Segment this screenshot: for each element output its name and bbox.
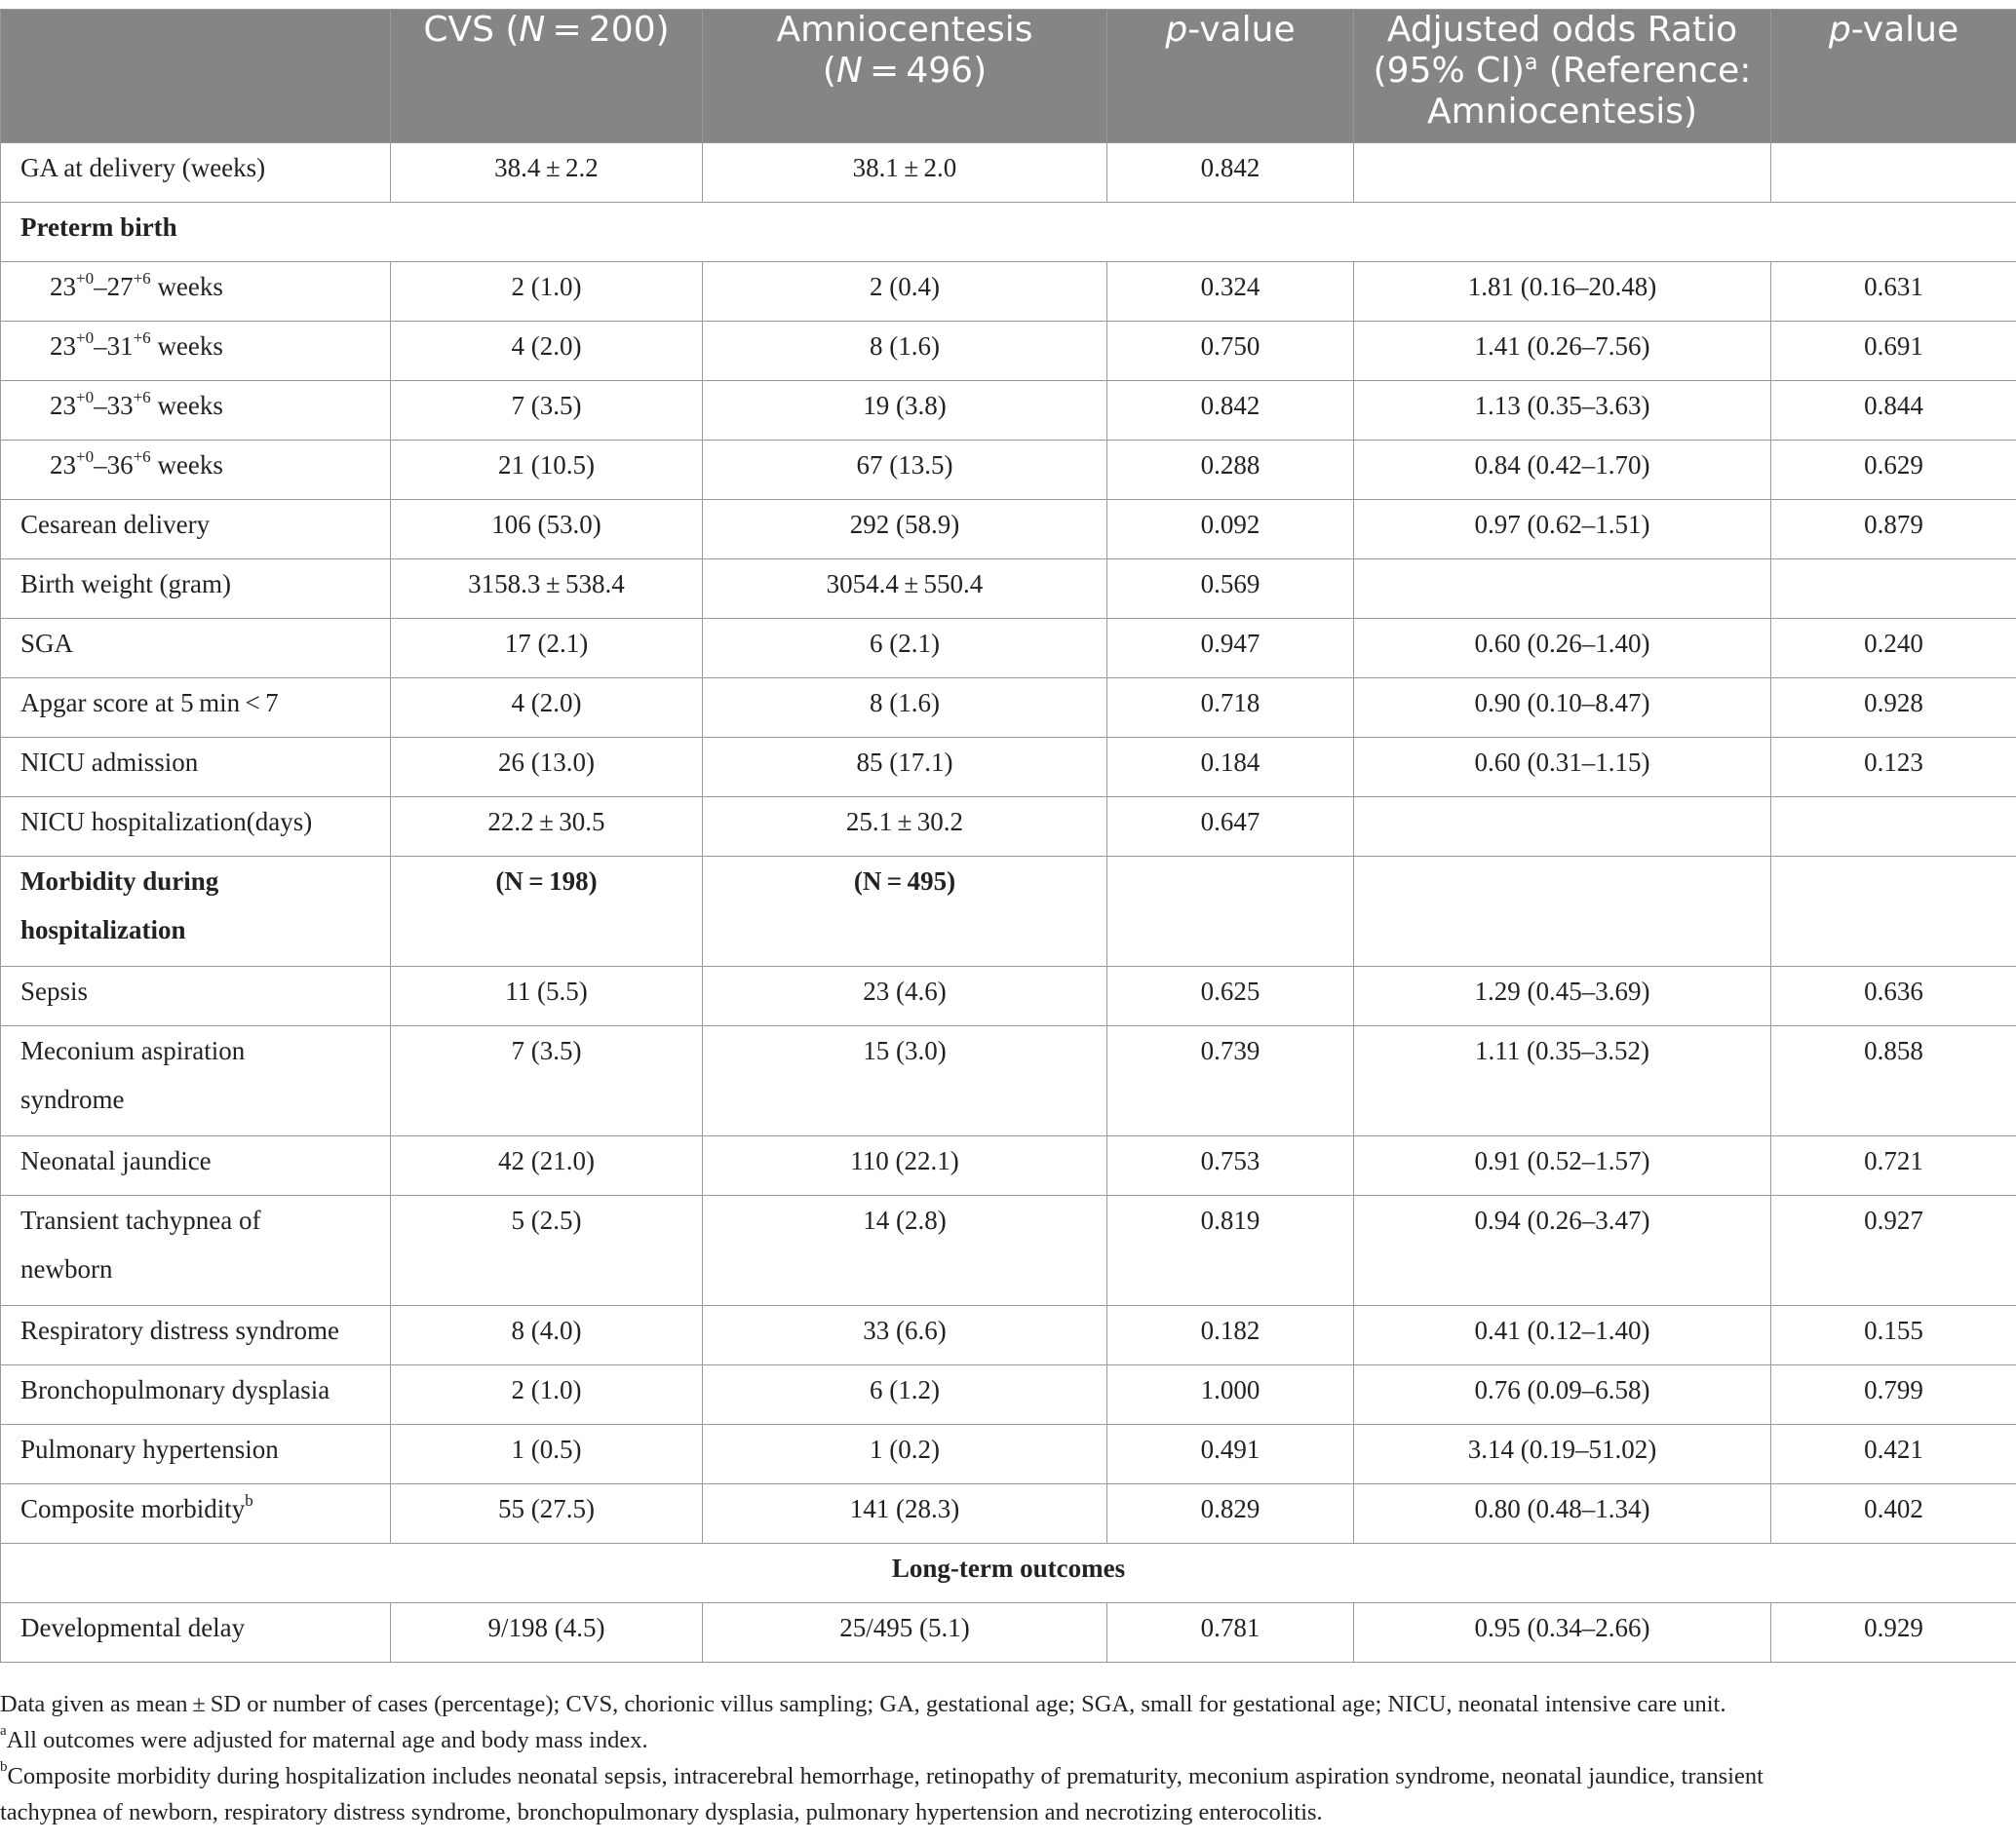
- cell-p-adjusted: 0.927: [1771, 1196, 2016, 1306]
- cell-p-adjusted: 0.240: [1771, 619, 2016, 678]
- cell-amnio: 25/495 (5.1): [703, 1603, 1107, 1663]
- table-footnotes: [0, 1686, 2008, 1830]
- cell-p-adjusted: 0.636: [1771, 967, 2016, 1026]
- section-row: [1, 203, 2016, 262]
- header-cvs: CVS (N = 200): [391, 10, 703, 143]
- row-label: Respiratory distress syndrome: [1, 1306, 391, 1365]
- cell-p: 0.324: [1107, 262, 1354, 322]
- cell-p-adjusted: 0.844: [1771, 381, 2016, 441]
- section-label-morbidity: Morbidity during hospitalization: [1, 857, 391, 967]
- cell-p-adjusted: [1771, 559, 2016, 619]
- cell-p: 0.739: [1107, 1026, 1354, 1136]
- table-row: [1, 1026, 2016, 1136]
- row-label: Sepsis: [1, 967, 391, 1026]
- cell-p: 0.182: [1107, 1306, 1354, 1365]
- table-row: [1, 1196, 2016, 1306]
- cell-aor: 0.90 (0.10–8.47): [1354, 678, 1771, 738]
- cell-amnio: 25.1 ± 30.2: [703, 797, 1107, 857]
- cell-aor: 1.81 (0.16–20.48): [1354, 262, 1771, 322]
- table-row: [1, 1365, 2016, 1425]
- cell-amnio: 6 (2.1): [703, 619, 1107, 678]
- table-row: [1, 559, 2016, 619]
- cell-aor: 1.29 (0.45–3.69): [1354, 967, 1771, 1026]
- cell-aor: 0.91 (0.52–1.57): [1354, 1136, 1771, 1196]
- cell-cvs: 17 (2.1): [391, 619, 703, 678]
- cell-p: 0.819: [1107, 1196, 1354, 1306]
- cell-cvs: 26 (13.0): [391, 738, 703, 797]
- cell-aor: 1.13 (0.35–3.63): [1354, 381, 1771, 441]
- cell-aor: 0.94 (0.26–3.47): [1354, 1196, 1771, 1306]
- table-row: [1, 967, 2016, 1026]
- cell-cvs: 22.2 ± 30.5: [391, 797, 703, 857]
- cell-amnio: 8 (1.6): [703, 322, 1107, 381]
- cell-cvs-n: (N = 198): [391, 857, 703, 967]
- cell-p: [1107, 857, 1354, 967]
- row-label: $23^{+0}-27^{+6}$ weeks: [1, 262, 391, 322]
- cell-p: 0.092: [1107, 500, 1354, 559]
- cell-p-adjusted: 0.123: [1771, 738, 2016, 797]
- cell-p: 0.288: [1107, 441, 1354, 500]
- table-row: [1, 1425, 2016, 1484]
- table-row: [1, 797, 2016, 857]
- row-label: Apgar score at 5 min < 7: [1, 678, 391, 738]
- cell-p-adjusted: 0.799: [1771, 1365, 2016, 1425]
- cell-p: 1.000: [1107, 1365, 1354, 1425]
- footnote-b: $^b$Composite morbidity during hospitalization includes neonatal sepsis, intracerebral hemorrhage, retinopathy of prematurity, meconium aspiration syndrome, neonatal jaundice, transient tachypnea of newborn, respiratory distress syndrome, bronchopulmonary dysplasia, pulmonary hypertension and necrotizing enterocolitis.: [0, 1758, 1764, 1825]
- cell-cvs: 55 (27.5): [391, 1484, 703, 1544]
- section-label-long-term: Long-term outcomes: [1, 1544, 2016, 1603]
- cell-p: 0.947: [1107, 619, 1354, 678]
- table-row: [1, 738, 2016, 797]
- cell-p-adjusted: [1771, 143, 2016, 203]
- cell-p-adjusted: 0.631: [1771, 262, 2016, 322]
- cell-aor: 0.95 (0.34–2.66): [1354, 1603, 1771, 1663]
- cell-cvs: 21 (10.5): [391, 441, 703, 500]
- cell-amnio: 23 (4.6): [703, 967, 1107, 1026]
- table-row: [1, 1484, 2016, 1544]
- row-label: Cesarean delivery: [1, 500, 391, 559]
- section-label-preterm: Preterm birth: [1, 203, 2016, 262]
- row-label: $23^{+0}-31^{+6}$ weeks: [1, 322, 391, 381]
- cell-p: 0.781: [1107, 1603, 1354, 1663]
- cell-p-adjusted: 0.691: [1771, 322, 2016, 381]
- cell-amnio: 2 (0.4): [703, 262, 1107, 322]
- footnote-a: $^a$All outcomes were adjusted for maternal age and body mass index.: [0, 1722, 648, 1753]
- cell-amnio-n: (N = 495): [703, 857, 1107, 967]
- cell-cvs: 1 (0.5): [391, 1425, 703, 1484]
- cell-p-adjusted: 0.858: [1771, 1026, 2016, 1136]
- row-label: NICU hospitalization(days): [1, 797, 391, 857]
- cell-p: 0.718: [1107, 678, 1354, 738]
- cell-aor: 1.11 (0.35–3.52): [1354, 1026, 1771, 1136]
- cell-p-adjusted: 0.629: [1771, 441, 2016, 500]
- row-label: GA at delivery (weeks): [1, 143, 391, 203]
- cell-amnio: 1 (0.2): [703, 1425, 1107, 1484]
- table-row: [1, 441, 2016, 500]
- header-p-value: p-value: [1107, 10, 1354, 143]
- header-amniocentesis: Amniocentesis (N = 496): [703, 10, 1107, 143]
- cell-aor: [1354, 143, 1771, 203]
- cell-aor: [1354, 559, 1771, 619]
- cell-amnio: 15 (3.0): [703, 1026, 1107, 1136]
- section-row: [1, 857, 2016, 967]
- cell-cvs: 4 (2.0): [391, 322, 703, 381]
- cell-aor: [1354, 797, 1771, 857]
- cell-aor: 0.84 (0.42–1.70): [1354, 441, 1771, 500]
- row-label: Transient tachypnea of newborn: [1, 1196, 391, 1306]
- cell-cvs: 9/198 (4.5): [391, 1603, 703, 1663]
- cell-cvs: 7 (3.5): [391, 1026, 703, 1136]
- row-label: Composite morbidity$^b$: [1, 1484, 391, 1544]
- row-label: Pulmonary hypertension: [1, 1425, 391, 1484]
- cell-p-adjusted: [1771, 857, 2016, 967]
- cell-amnio: 85 (17.1): [703, 738, 1107, 797]
- cell-aor: 1.41 (0.26–7.56): [1354, 322, 1771, 381]
- cell-p: 0.753: [1107, 1136, 1354, 1196]
- section-row: [1, 1544, 2016, 1603]
- row-label: Meconium aspiration syndrome: [1, 1026, 391, 1136]
- cell-amnio: 3054.4 ± 550.4: [703, 559, 1107, 619]
- cell-cvs: 7 (3.5): [391, 381, 703, 441]
- cell-cvs: 5 (2.5): [391, 1196, 703, 1306]
- row-label: Developmental delay: [1, 1603, 391, 1663]
- cell-p-adjusted: 0.928: [1771, 678, 2016, 738]
- cell-p-adjusted: 0.155: [1771, 1306, 2016, 1365]
- cell-aor: 0.76 (0.09–6.58): [1354, 1365, 1771, 1425]
- table-container: [0, 9, 2016, 1663]
- row-label: Bronchopulmonary dysplasia: [1, 1365, 391, 1425]
- cell-p-adjusted: 0.879: [1771, 500, 2016, 559]
- table-header-row: [1, 10, 2016, 143]
- row-label: Neonatal jaundice: [1, 1136, 391, 1196]
- cell-p: 0.491: [1107, 1425, 1354, 1484]
- cell-cvs: 3158.3 ± 538.4: [391, 559, 703, 619]
- table-row: [1, 143, 2016, 203]
- cell-amnio: 8 (1.6): [703, 678, 1107, 738]
- cell-aor: 0.97 (0.62–1.51): [1354, 500, 1771, 559]
- table-row: [1, 1603, 2016, 1663]
- cell-amnio: 19 (3.8): [703, 381, 1107, 441]
- cell-p: 0.647: [1107, 797, 1354, 857]
- cell-cvs: 11 (5.5): [391, 967, 703, 1026]
- cell-amnio: 141 (28.3): [703, 1484, 1107, 1544]
- row-label: NICU admission: [1, 738, 391, 797]
- cell-aor: [1354, 857, 1771, 967]
- cell-amnio: 14 (2.8): [703, 1196, 1107, 1306]
- cell-p: 0.750: [1107, 322, 1354, 381]
- cell-aor: 0.60 (0.31–1.15): [1354, 738, 1771, 797]
- header-p-value-adjusted: p-value: [1771, 10, 2016, 143]
- cell-amnio: 38.1 ± 2.0: [703, 143, 1107, 203]
- cell-cvs: 38.4 ± 2.2: [391, 143, 703, 203]
- cell-aor: 0.60 (0.26–1.40): [1354, 619, 1771, 678]
- cell-p: 0.625: [1107, 967, 1354, 1026]
- header-blank: [1, 10, 391, 143]
- cell-p-adjusted: 0.929: [1771, 1603, 2016, 1663]
- cell-amnio: 110 (22.1): [703, 1136, 1107, 1196]
- cell-p-adjusted: 0.721: [1771, 1136, 2016, 1196]
- cell-aor: 3.14 (0.19–51.02): [1354, 1425, 1771, 1484]
- footnote-general: Data given as mean ± SD or number of cases (percentage); CVS, chorionic villus sampling; GA, gestational age; SGA, small for gestational age; NICU, neonatal intensive care unit.: [0, 1691, 1726, 1717]
- table-row: [1, 322, 2016, 381]
- cell-p-adjusted: 0.421: [1771, 1425, 2016, 1484]
- table-row: [1, 1136, 2016, 1196]
- row-label: $23^{+0}-33^{+6}$ weeks: [1, 381, 391, 441]
- cell-aor: 0.80 (0.48–1.34): [1354, 1484, 1771, 1544]
- cell-p: 0.829: [1107, 1484, 1354, 1544]
- outcomes-table: [0, 9, 2016, 1663]
- cell-p: 0.842: [1107, 381, 1354, 441]
- cell-p-adjusted: [1771, 797, 2016, 857]
- row-label: $23^{+0}-36^{+6}$ weeks: [1, 441, 391, 500]
- table-row: [1, 381, 2016, 441]
- cell-p: 0.184: [1107, 738, 1354, 797]
- cell-cvs: 2 (1.0): [391, 262, 703, 322]
- cell-aor: 0.41 (0.12–1.40): [1354, 1306, 1771, 1365]
- table-row: [1, 678, 2016, 738]
- cell-cvs: 2 (1.0): [391, 1365, 703, 1425]
- cell-p: 0.842: [1107, 143, 1354, 203]
- cell-amnio: 292 (58.9): [703, 500, 1107, 559]
- table-row: [1, 1306, 2016, 1365]
- cell-cvs: 42 (21.0): [391, 1136, 703, 1196]
- cell-cvs: 8 (4.0): [391, 1306, 703, 1365]
- cell-amnio: 6 (1.2): [703, 1365, 1107, 1425]
- cell-cvs: 106 (53.0): [391, 500, 703, 559]
- cell-amnio: 67 (13.5): [703, 441, 1107, 500]
- table-row: [1, 619, 2016, 678]
- row-label: Birth weight (gram): [1, 559, 391, 619]
- cell-p-adjusted: 0.402: [1771, 1484, 2016, 1544]
- header-adjusted-odds-ratio: Adjusted odds Ratio (95% CI)$^a$ (Reference: Amniocentesis): [1354, 10, 1771, 143]
- cell-p: 0.569: [1107, 559, 1354, 619]
- table-row: [1, 500, 2016, 559]
- table-row: [1, 262, 2016, 322]
- row-label: SGA: [1, 619, 391, 678]
- cell-cvs: 4 (2.0): [391, 678, 703, 738]
- cell-amnio: 33 (6.6): [703, 1306, 1107, 1365]
